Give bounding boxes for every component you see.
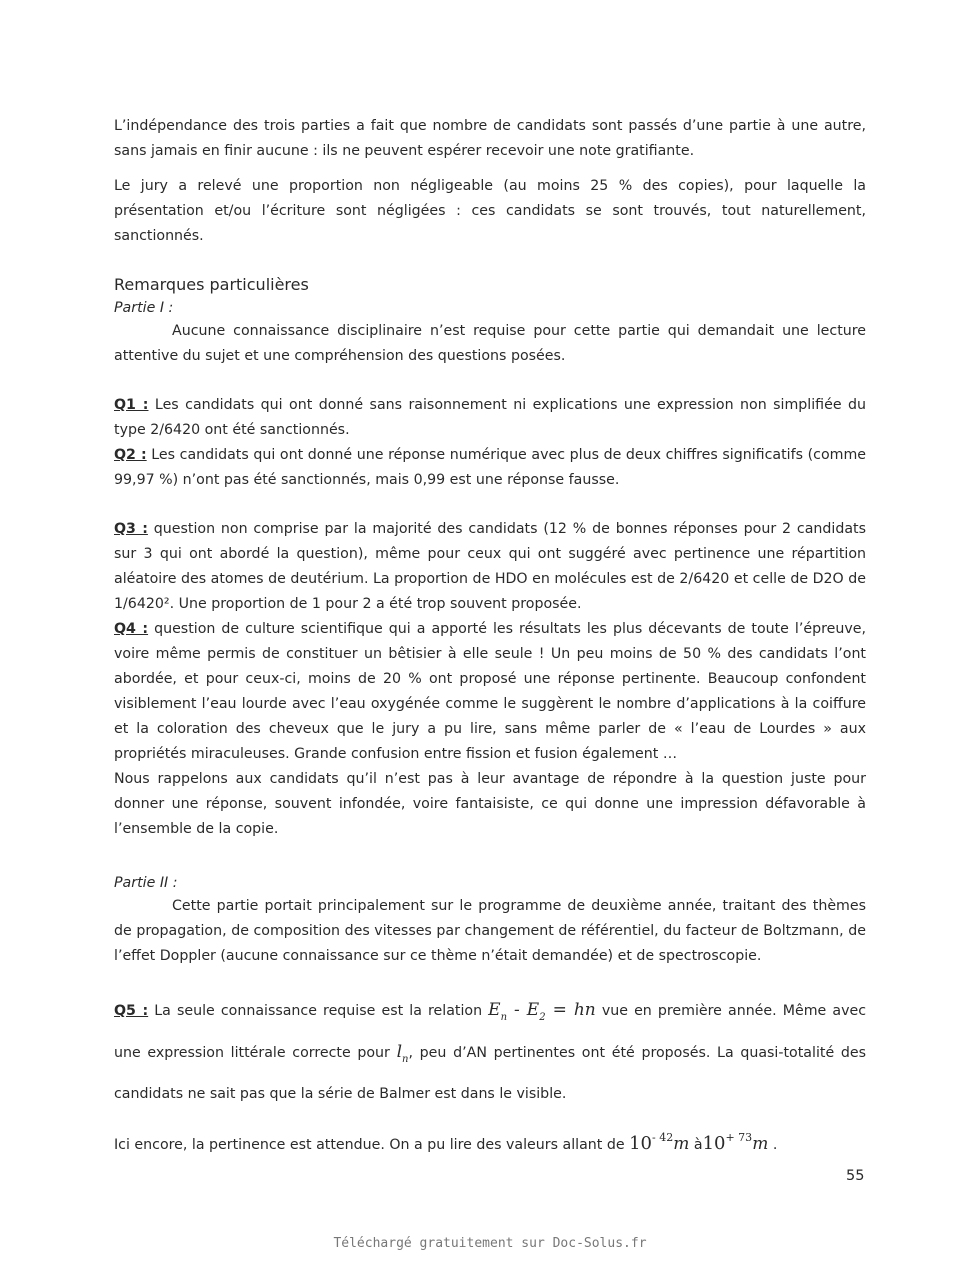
lambda-symbol: $l_n$ <box>396 1042 409 1065</box>
paragraph-independence: L’indépendance des trois parties a fait que nombre de candidats sont passés d’une partie à une autre, sans jamais en finir aucune : ils ne peuvent espérer recevoir une note gratifiante. <box>114 118 866 159</box>
q4-label: Q4 : <box>114 621 149 637</box>
question-q2 <box>114 443 866 493</box>
q5-text-a: La seule connaissance requise est la relation <box>148 1003 489 1019</box>
closing-between: à <box>689 1137 703 1153</box>
closing-paragraph <box>114 1121 866 1162</box>
question-q4 <box>114 617 866 767</box>
download-footer: Téléchargé gratuitement sur Doc-Solus.fr <box>333 1236 647 1251</box>
q1-text: Les candidats qui ont donné sans raisonnement ni explications une expression non simplifiée du type 2/6420 ont été sanctionnés. <box>114 397 867 438</box>
q3-text: question non comprise par la majorité des candidats (12 % de bonnes réponses pour 2 candidats sur 3 qui ont abordé la question), même pour ceux qui ont suggéré avec pertinence une répartition aléatoire des atomes de deutérium. La proportion de HDO en molécules est de 2/6420 et celle de D2O de 1/6420². Une proportion de 1 pour 2 a été trop souvent proposée. <box>114 521 867 612</box>
q5-text-b: vue en première année. Même avec une expression littérale correcte pour <box>114 1003 866 1061</box>
paragraph-presentation: Le jury a relevé une proportion non négligeable (au moins 25 % des copies), pour laquelle la présentation et/ou l’écriture sont négligées : ces candidats se sont trouvés, tout naturellement, sanctionnés. <box>114 178 866 244</box>
part2-title: Partie II : <box>114 875 178 891</box>
q1-label: Q1 : <box>114 397 149 413</box>
part1-intro: Aucune connaissance disciplinaire n’est requise pour cette partie qui demandait une lecture attentive du sujet et une compréhension des questions posées. <box>114 323 866 364</box>
value-min: $10^{- 42}m$ <box>629 1131 690 1154</box>
closing-end: . <box>768 1137 778 1153</box>
value-max: $10^{+ 73}m$ <box>702 1131 769 1154</box>
q5-text-c: , peu d’AN pertinentes ont été proposés. La quasi-totalité des candidats ne sait pas que la série de Balmer est dans le visible. <box>114 1045 866 1102</box>
section-title: Remarques particulières <box>114 275 309 294</box>
reminder-paragraph: Nous rappelons aux candidats qu’il n’est pas à leur avantage de répondre à la question juste pour donner une réponse, souvent infondée, voire fantaisiste, ce qui donne une impression défavorable à l’ensemble de la copie. <box>114 771 866 837</box>
q3-label: Q3 : <box>114 521 148 537</box>
question-q3 <box>114 517 866 617</box>
question-q1 <box>114 393 866 443</box>
q5-label: Q5 : <box>114 1003 149 1019</box>
page-number: 55 <box>846 1168 865 1184</box>
question-q5 <box>114 993 866 1111</box>
closing-text: Ici encore, la pertinence est attendue. On a pu lire des valeurs allant de <box>114 1137 630 1153</box>
q2-text: Les candidats qui ont donné une réponse numérique avec plus de deux chiffres significatifs (comme 99,97 %) n’ont pas été sanctionnés, mais 0,99 est une réponse fausse. <box>114 447 867 488</box>
part1-title: Partie I : <box>114 300 174 316</box>
q2-label: Q2 : <box>114 447 147 463</box>
part2-intro: Cette partie portait principalement sur le programme de deuxième année, traitant des thèmes de propagation, de composition des vitesses par changement de référentiel, du facteur de Boltzmann, de l’effet Doppler (aucune connaissance sur ce thème n’était demandée) et de spectroscopie. <box>114 898 866 964</box>
document-page <box>114 114 866 1162</box>
q4-text: question de culture scientifique qui a apporté les résultats les plus décevants de toute l’épreuve, voire même permis de constituer un bêtisier à elle seule ! Un peu moins de 50 % des candidats l’ont abordée, et pour ceux-ci, moins de 20 % ont proposé une réponse pertinente. Beaucoup confondent visiblement l’eau lourde avec l’eau oxygénée comme le suggèrent le nombre d’applications à la coiffure et la coloration des cheveux que le jury a pu lire, sans même parler de « l’eau de Lourdes » aux propriétés miraculeuses. Grande confusion entre fission et fusion également … <box>114 621 866 762</box>
energy-formula: $E_n - E_2$ = hn <box>488 1000 596 1023</box>
